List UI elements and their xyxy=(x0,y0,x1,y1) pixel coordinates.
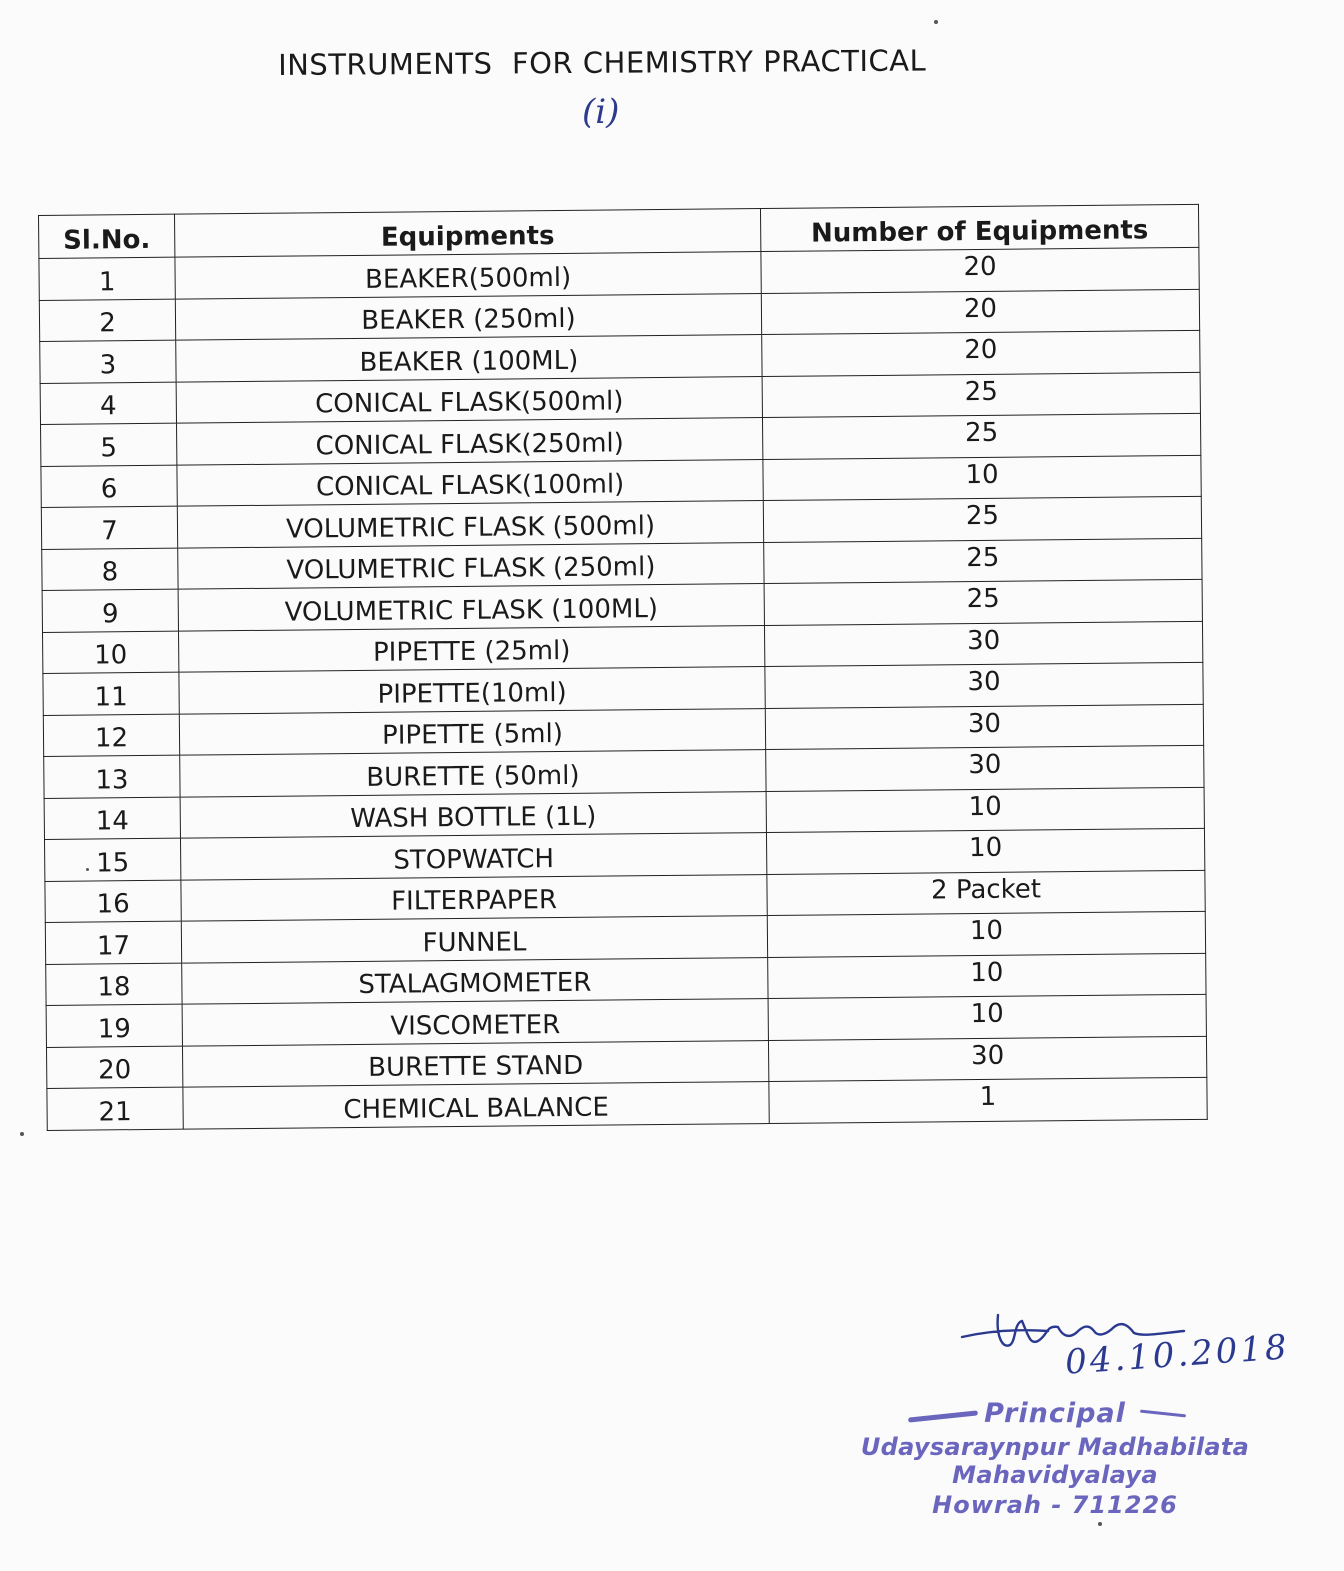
equipment-table xyxy=(38,204,1208,1131)
sl-no-cell: 20 xyxy=(46,1046,182,1089)
stamp-city: Howrah - 711226 xyxy=(932,1491,1178,1519)
equipment-count-cell: 30 xyxy=(765,704,1203,750)
sl-no-cell: 19 xyxy=(46,1004,182,1047)
sl-no-cell: 1 xyxy=(39,257,175,300)
page-title: INSTRUMENTS FOR CHEMISTRY PRACTICAL xyxy=(278,43,927,82)
equipment-count-cell: 25 xyxy=(762,413,1200,459)
equipment-name-cell: FILTERPAPER xyxy=(181,874,767,921)
sl-no-cell: 15 xyxy=(44,838,180,881)
scan-speck xyxy=(1098,1522,1102,1526)
equipment-name-cell: BURETTE (50ml) xyxy=(180,750,766,797)
equipment-count-cell: 25 xyxy=(764,538,1202,584)
sl-no-cell: 8 xyxy=(42,548,178,591)
signature-date: 04.10.2018 xyxy=(1063,1327,1291,1383)
equipment-name-cell: STOPWATCH xyxy=(180,833,766,880)
sl-no-cell: 11 xyxy=(43,672,179,715)
equipment-count-cell: 2 Packet xyxy=(767,870,1205,916)
stamp-title: Principal xyxy=(984,1398,1126,1429)
equipment-name-cell: CONICAL FLASK(250ml) xyxy=(177,418,763,465)
equipment-name-cell: STALAGMOMETER xyxy=(182,957,768,1004)
equipment-name-cell: BEAKER(500ml) xyxy=(175,252,761,299)
page-number: (i) xyxy=(582,92,620,132)
equipment-count-cell: 10 xyxy=(766,828,1204,874)
sl-no-cell: 10 xyxy=(43,631,179,674)
sl-no-cell: 21 xyxy=(47,1087,183,1130)
header-equipments: Equipments xyxy=(174,209,760,258)
sl-no-cell: 7 xyxy=(41,506,177,549)
sl-no-cell: 14 xyxy=(44,797,180,840)
equipment-name-cell: CONICAL FLASK(100ml) xyxy=(177,459,763,506)
equipment-count-cell: 30 xyxy=(764,621,1202,667)
equipment-count-cell: 10 xyxy=(766,787,1204,833)
sl-no-cell: 9 xyxy=(42,589,178,632)
equipment-count-cell: 20 xyxy=(761,289,1199,335)
sl-no-cell: 2 xyxy=(39,299,175,342)
equipment-name-cell: VOLUMETRIC FLASK (250ml) xyxy=(178,542,764,589)
equipment-count-cell: 20 xyxy=(762,330,1200,376)
principal-stamp xyxy=(820,1398,1290,1519)
equipment-table-container xyxy=(38,204,1208,1131)
equipment-name-cell: CHEMICAL BALANCE xyxy=(183,1082,769,1129)
equipment-count-cell: 25 xyxy=(763,496,1201,542)
sl-no-cell: 16 xyxy=(45,880,181,923)
equipment-name-cell: CONICAL FLASK(500ml) xyxy=(176,376,762,423)
header-sl-no: Sl.No. xyxy=(39,214,175,258)
equipment-count-cell: 20 xyxy=(761,247,1199,293)
sl-no-cell: 5 xyxy=(41,423,177,466)
sl-no-cell: 17 xyxy=(45,921,181,964)
equipment-count-cell: 30 xyxy=(768,1036,1206,1082)
sl-no-cell: 6 xyxy=(41,465,177,508)
equipment-count-cell: 25 xyxy=(764,579,1202,625)
equipment-name-cell: FUNNEL xyxy=(181,916,767,963)
equipment-count-cell: 30 xyxy=(766,745,1204,791)
equipment-name-cell: PIPETTE (5ml) xyxy=(179,708,765,755)
scan-speck xyxy=(934,20,938,24)
equipment-name-cell: BEAKER (100ML) xyxy=(176,335,762,382)
equipment-count-cell: 10 xyxy=(768,994,1206,1040)
equipment-count-cell: 10 xyxy=(763,455,1201,501)
equipment-name-cell: PIPETTE(10ml) xyxy=(179,667,765,714)
scan-speck xyxy=(86,868,89,871)
scan-speck xyxy=(20,1132,24,1136)
sl-no-cell: 13 xyxy=(44,755,180,798)
equipment-name-cell: VISCOMETER xyxy=(182,999,768,1046)
equipment-name-cell: PIPETTE (25ml) xyxy=(178,625,764,672)
equipment-count-cell: 10 xyxy=(768,953,1206,999)
table-body xyxy=(39,247,1207,1130)
header-number-of-equipments: Number of Equipments xyxy=(760,204,1198,251)
equipment-name-cell: BURETTE STAND xyxy=(182,1040,768,1087)
equipment-name-cell: BEAKER (250ml) xyxy=(175,293,761,340)
equipment-name-cell: VOLUMETRIC FLASK (500ml) xyxy=(177,501,763,548)
equipment-name-cell: VOLUMETRIC FLASK (100ML) xyxy=(178,584,764,631)
equipment-name-cell: WASH BOTTLE (1L) xyxy=(180,791,766,838)
equipment-count-cell: 10 xyxy=(767,911,1205,957)
sl-no-cell: 12 xyxy=(43,714,179,757)
equipment-count-cell: 1 xyxy=(769,1077,1207,1123)
stamp-college-name: Udaysaraynpur Madhabilata Mahavidyalaya xyxy=(860,1433,1250,1489)
equipment-count-cell: 25 xyxy=(762,372,1200,418)
sl-no-cell: 4 xyxy=(40,382,176,425)
sl-no-cell: 3 xyxy=(40,340,176,383)
sl-no-cell: 18 xyxy=(46,963,182,1006)
equipment-count-cell: 30 xyxy=(765,662,1203,708)
